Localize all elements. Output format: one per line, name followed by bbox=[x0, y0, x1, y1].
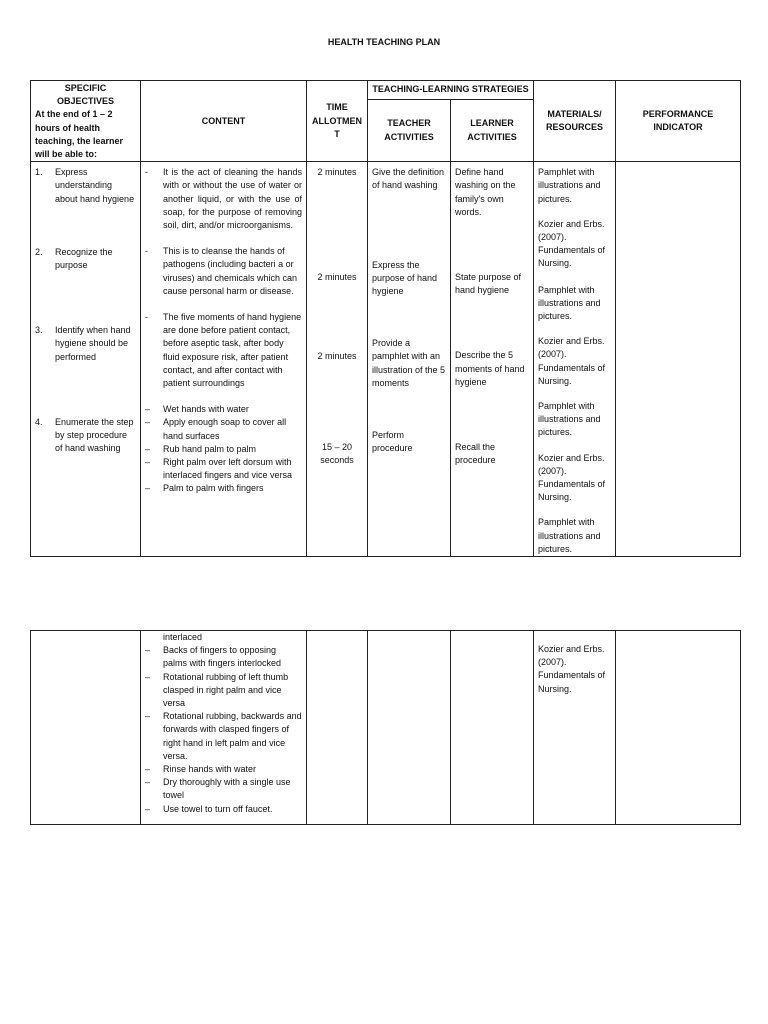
objective-item: 1. Express understanding about hand hygiene bbox=[35, 167, 135, 204]
time-value: 15 – 20 seconds bbox=[320, 441, 354, 466]
time-value: 2 minutes bbox=[317, 350, 357, 361]
content-item: - The five moments of hand hygiene are done before patient contact, before aseptic task, after body fluid exposure risk, after patient contact, and after contact with patient surroundings bbox=[145, 312, 302, 389]
material-item: Pamphlet with illustrations and pictures. bbox=[538, 517, 601, 554]
step-item: – Rotational rubbing, backwards and forwards with clasped fingers of right hand in left palm and vice versa. bbox=[145, 711, 302, 761]
step-item: – Apply enough soap to cover all hand surfaces bbox=[145, 417, 287, 441]
indicator-cell bbox=[616, 162, 741, 557]
objective-item: 2. Recognize the purpose bbox=[35, 246, 113, 271]
teaching-plan-table-continued bbox=[30, 630, 741, 825]
materials-cell bbox=[534, 162, 616, 557]
learner-activities-header: LEARNER ACTIVITIES bbox=[451, 100, 534, 162]
teacher-activity: Perform procedure bbox=[372, 430, 413, 454]
content-header: CONTENT bbox=[141, 81, 307, 162]
material-item: Kozier and Erbs. (2007). Fundamentals of Nursing. bbox=[538, 452, 606, 503]
learner-activity: Describe the 5 moments of hand hygiene bbox=[455, 350, 525, 387]
step-item: – Use towel to turn off faucet. bbox=[145, 803, 273, 814]
teacher-activity: Provide a pamphlet with an illustration of the 5 moments bbox=[372, 338, 446, 388]
objectives-cell bbox=[31, 631, 141, 825]
content-cell bbox=[141, 631, 307, 825]
objectives-cell bbox=[31, 162, 141, 557]
teaching-plan-table bbox=[30, 80, 741, 557]
strategies-header: TEACHING-LEARNING STRATEGIES bbox=[368, 81, 534, 100]
step-item: – Rotational rubbing of left thumb clasped in right palm and vice versa bbox=[145, 671, 289, 709]
teacher-cell bbox=[368, 162, 451, 557]
learner-cell bbox=[451, 631, 534, 825]
learner-activity: Recall the procedure bbox=[455, 442, 496, 466]
material-item: Pamphlet with illustrations and pictures. bbox=[538, 401, 601, 438]
teacher-activities-header: TEACHER ACTIVITIES bbox=[368, 100, 451, 162]
content-cell bbox=[141, 162, 307, 557]
table-row bbox=[31, 162, 741, 557]
learner-cell bbox=[451, 162, 534, 557]
step-item: interlaced bbox=[163, 632, 203, 642]
table-row bbox=[31, 631, 741, 825]
material-item: Pamphlet with illustrations and pictures. bbox=[538, 167, 601, 204]
document-title: HEALTH TEACHING PLAN bbox=[327, 37, 441, 47]
content-item: - It is the act of cleaning the hands with or without the use of water or another liquid, or with the use of soap, for the purpose of removing soil, dirt, and/or microorganisms. bbox=[145, 167, 302, 231]
step-item: – Backs of fingers to opposing palms with fingers interlocked bbox=[145, 645, 282, 669]
materials-header: MATERIALS/ RESOURCES bbox=[534, 81, 616, 162]
step-item: – Dry thoroughly with a single use towel bbox=[145, 777, 291, 801]
time-value: 2 minutes bbox=[317, 167, 357, 178]
material-item: Kozier and Erbs. (2007). Fundamentals of Nursing. bbox=[538, 218, 606, 269]
material-item: Kozier and Erbs. (2007). Fundamentals of Nursing. bbox=[538, 644, 606, 694]
step-item: – Palm to palm with fingers bbox=[145, 483, 264, 494]
objective-item: 4. Enumerate the step by step procedure of hand washing bbox=[35, 416, 134, 454]
time-cell bbox=[307, 162, 368, 557]
objective-item: 3. Identify when hand hygiene should be performed bbox=[35, 325, 131, 362]
objectives-header: SPECIFIC OBJECTIVES At the end of 1 – 2 hours of health teaching, the learner will be able to: bbox=[31, 81, 141, 162]
step-item: – Rub hand palm to palm bbox=[145, 443, 257, 454]
material-item: Pamphlet with illustrations and pictures. bbox=[538, 284, 601, 322]
content-item: - This is to cleanse the hands of pathogens (including bacteri a or viruses) and chemicals which can cause personal harm or disease. bbox=[145, 246, 298, 296]
time-cell bbox=[307, 631, 368, 825]
time-header: TIME ALLOTMEN T bbox=[307, 81, 368, 162]
teacher-activity: Give the definition of hand washing bbox=[372, 167, 445, 191]
learner-activity: State purpose of hand hygiene bbox=[455, 272, 522, 296]
step-item: – Wet hands with water bbox=[145, 404, 249, 415]
teacher-activity: Express the purpose of hand hygiene bbox=[372, 259, 438, 297]
material-item: Kozier and Erbs. (2007). Fundamentals of Nursing. bbox=[538, 336, 606, 386]
teacher-cell bbox=[368, 631, 451, 825]
time-value: 2 minutes bbox=[317, 272, 357, 283]
step-item: – Rinse hands with water bbox=[145, 764, 257, 775]
materials-cell bbox=[534, 631, 616, 825]
indicator-header: PERFORMANCE INDICATOR bbox=[616, 81, 741, 162]
step-item: – Right palm over left dorsum with interlaced fingers and vice versa bbox=[145, 457, 293, 481]
learner-activity: Define hand washing on the family's own words. bbox=[455, 167, 516, 217]
indicator-cell bbox=[616, 631, 741, 825]
